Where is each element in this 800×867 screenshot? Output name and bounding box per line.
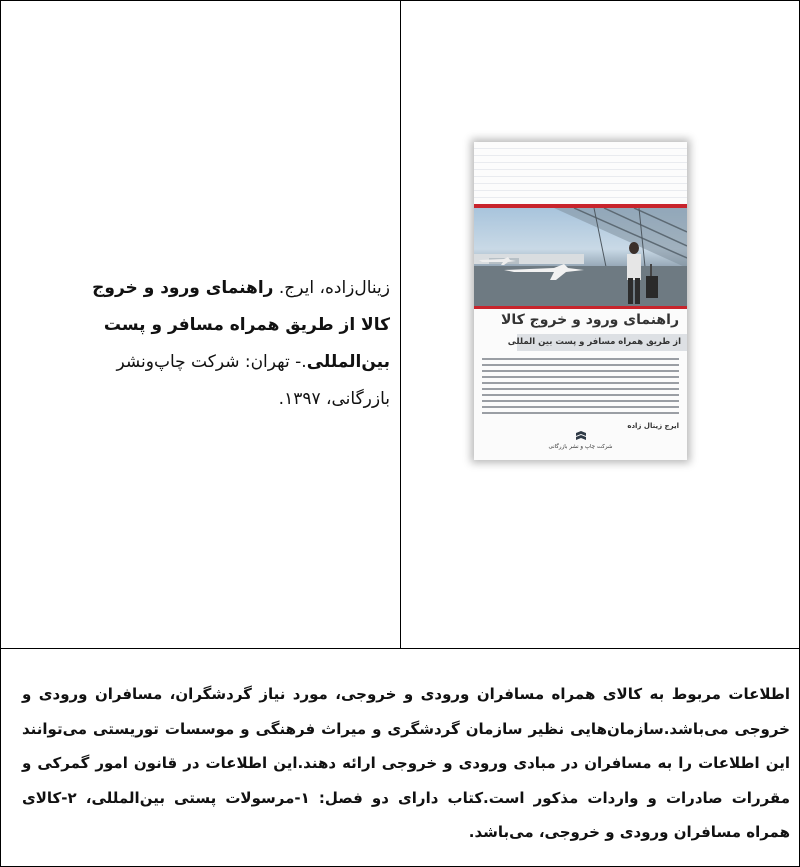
cover-title: راهنمای ورود و خروج کالا	[500, 312, 679, 328]
cover-stripe-pattern	[474, 142, 687, 204]
citation-title: راهنمای ورود و خروج کالا از طریق همراه مسافر و پست بین‌المللی	[92, 278, 390, 372]
cover-subtitle: از طریق همراه مسافر و پست بین المللی	[517, 334, 687, 351]
column-divider	[400, 0, 401, 649]
cover-red-band-2	[474, 306, 687, 309]
book-description: اطلاعات مربوط به کالای همراه مسافران ورودی و خروجی، مورد نیاز گردشگران، مسافران ورودی و خروجی می‌باشد.سازمان‌هایی نظیر سازمان گردشگری و میراث فرهنگی و موسسات توریستی می‌توانند این اطلاعات را به مسافران در مبادی ورودی و خروجی ارائه دهند.این اطلاعات در قانون امور گمرکی و مقررات صادرات و واردات مذکور است.کتاب دارای دو فصل: ۱-مرسولات پستی بین‌المللی، ۲-کالای همراه مسافران ورودی و خروجی، می‌باشد.	[22, 685, 790, 841]
cover-publisher: شرکت چاپ و نشر بازرگانی	[548, 444, 613, 450]
cover-airport-photo	[474, 208, 687, 306]
cover-author: ایرج زینال زاده	[627, 422, 679, 430]
citation-author: زینال‌زاده، ایرج.	[278, 278, 390, 298]
publisher-logo-icon	[575, 430, 587, 442]
book-cover-image	[474, 142, 687, 460]
bibliographic-citation	[60, 270, 390, 418]
citation-imprint: .- تهران: شرکت چاپ‌ونشر بازرگانی، ۱۳۹۷.	[116, 352, 390, 409]
airport-illustration	[474, 208, 687, 306]
cover-contents-lines	[482, 358, 679, 418]
row-divider	[0, 648, 800, 649]
